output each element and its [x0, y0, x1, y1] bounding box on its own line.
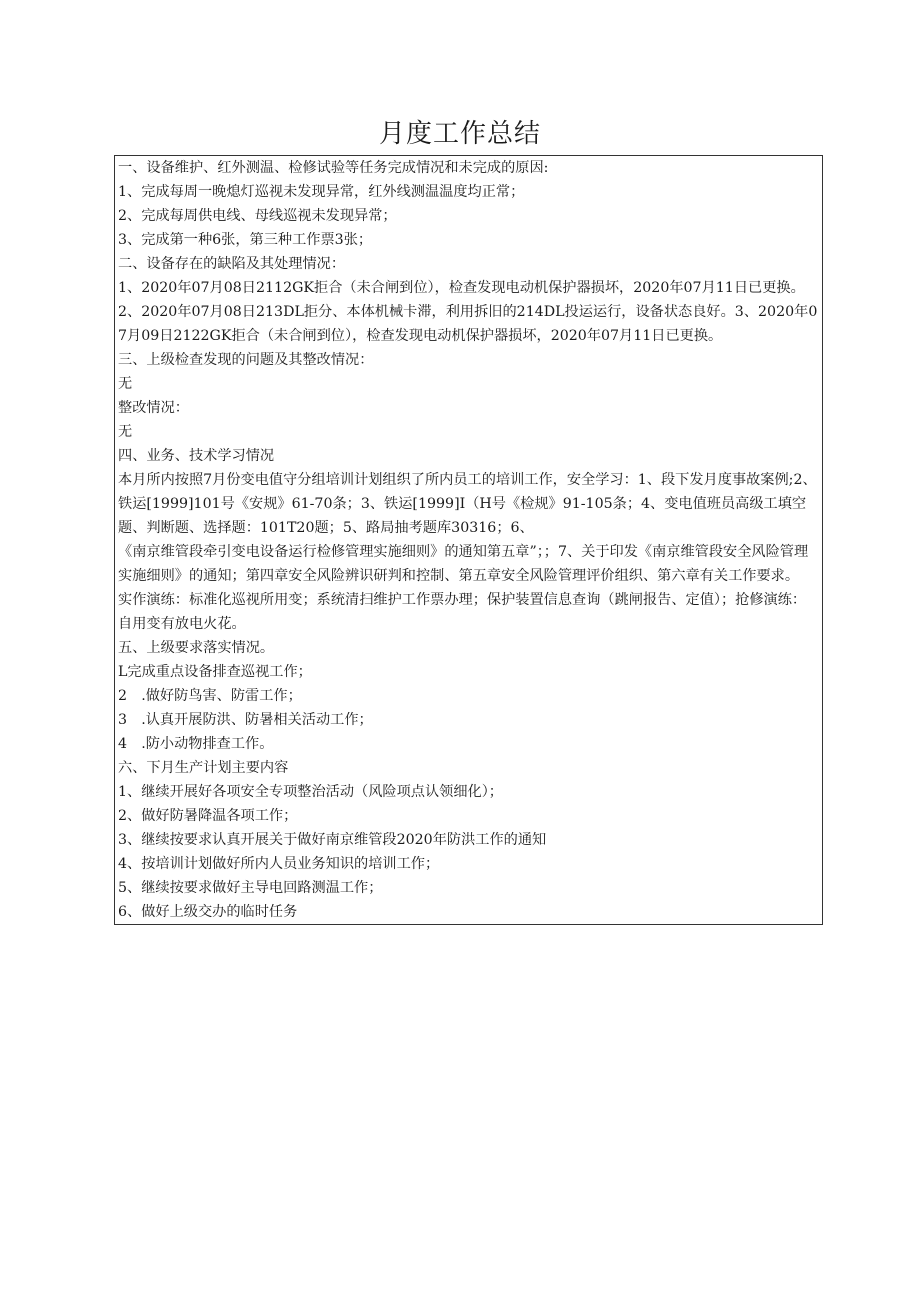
- section-3-problems: 无: [118, 376, 133, 392]
- section-5-item-2: 2 .做好防鸟害、防雷工作；: [118, 688, 302, 704]
- section-2-item-2: 2、2020年07月08日213DL拒分、本体机械卡滞，利用拆旧的214DL投运运行，设备状态良好。3、2020年07月09日2122GK拒合（未合闸到位），检查发现电动机保护器损坏，2020年07月11日已更换。: [118, 304, 818, 344]
- section-4-study-continued: 《南京维管段牵引变电设备运行检修管理实施细则》的通知第五章”；；7、关于印发《南京维管段安全风险管理实施细则》的通知；第四章安全风险辨识研判和控制、第五章安全风险管理评价组织、第六章有关工作要求。: [118, 544, 809, 584]
- section-6-item-4: 4、按培训计划做好所内人员业务知识的培训工作；: [118, 856, 440, 872]
- section-heading-5: 五、上级要求落实情况。: [118, 640, 275, 656]
- section-heading-1: 一、设备维护、红外测温、检修试验等任务完成情况和未完成的原因:: [118, 160, 549, 176]
- section-3-rectification-label: 整改情况：: [118, 400, 189, 416]
- page-title: 月度工作总结: [378, 119, 541, 149]
- section-1-item-2: 2、完成每周供电线、母线巡视未发现异常；: [118, 208, 397, 224]
- section-6-item-5: 5、继续按要求做好主导电回路测温工作；: [118, 880, 383, 896]
- section-6-item-3: 3、继续按要求认真开展关于做好南京维管段2020年防洪工作的通知: [118, 832, 547, 848]
- section-3-rectification: 无: [118, 424, 133, 440]
- section-heading-2: 二、设备存在的缺陷及其处理情况：: [118, 256, 346, 272]
- section-5-item-3: 3 .认真开展防洪、防暑相关活动工作；: [118, 712, 373, 728]
- section-4-study: 本月所内按照7月份变电值守分组培训计划组织了所内员工的培训工作，安全学习：1、段下发月度事故案例;2、铁运[1999]101号《安规》61-70条；3、铁运[1999]I（H号《检规》91-105条；4、变电值班员高级工填空题、判断题、选择题：101T20题；5、路局抽考题库30316；6、: [118, 472, 817, 536]
- section-2-item-1: 1、2020年07月08日2112GK拒合（未合闸到位），检查发现电动机保护器损坏，2020年07月11日已更换。: [118, 280, 805, 296]
- section-4-practice: 实作演练：标准化巡视所用变；系统清扫维护工作票办理；保护装置信息查询（跳闸报告、定值）；抢修演练：自用变有放电火花。: [118, 592, 807, 632]
- section-5-item-4: 4 .防小动物排查工作。: [118, 736, 274, 752]
- section-6-item-2: 2、做好防暑降温各项工作；: [118, 808, 298, 824]
- section-6-item-6: 6、做好上级交办的临时任务: [118, 904, 298, 920]
- section-1-item-1: 1、完成每周一晚熄灯巡视未发现异常，红外线测温温度均正常；: [118, 184, 525, 200]
- section-heading-6: 六、下月生产计划主要内容: [118, 760, 289, 776]
- section-heading-3: 三、上级检查发现的问题及其整改情况：: [118, 352, 374, 368]
- section-1-item-3: 3、完成第一种6张，第三种工作票3张；: [118, 232, 373, 248]
- section-heading-4: 四、业务、技术学习情况: [118, 448, 275, 464]
- summary-table: [114, 155, 823, 925]
- section-5-item-1: L完成重点设备排查巡视工作；: [118, 664, 312, 680]
- section-6-item-1: 1、继续开展好各项安全专项整治活动（风险项点认领细化）；: [118, 784, 503, 800]
